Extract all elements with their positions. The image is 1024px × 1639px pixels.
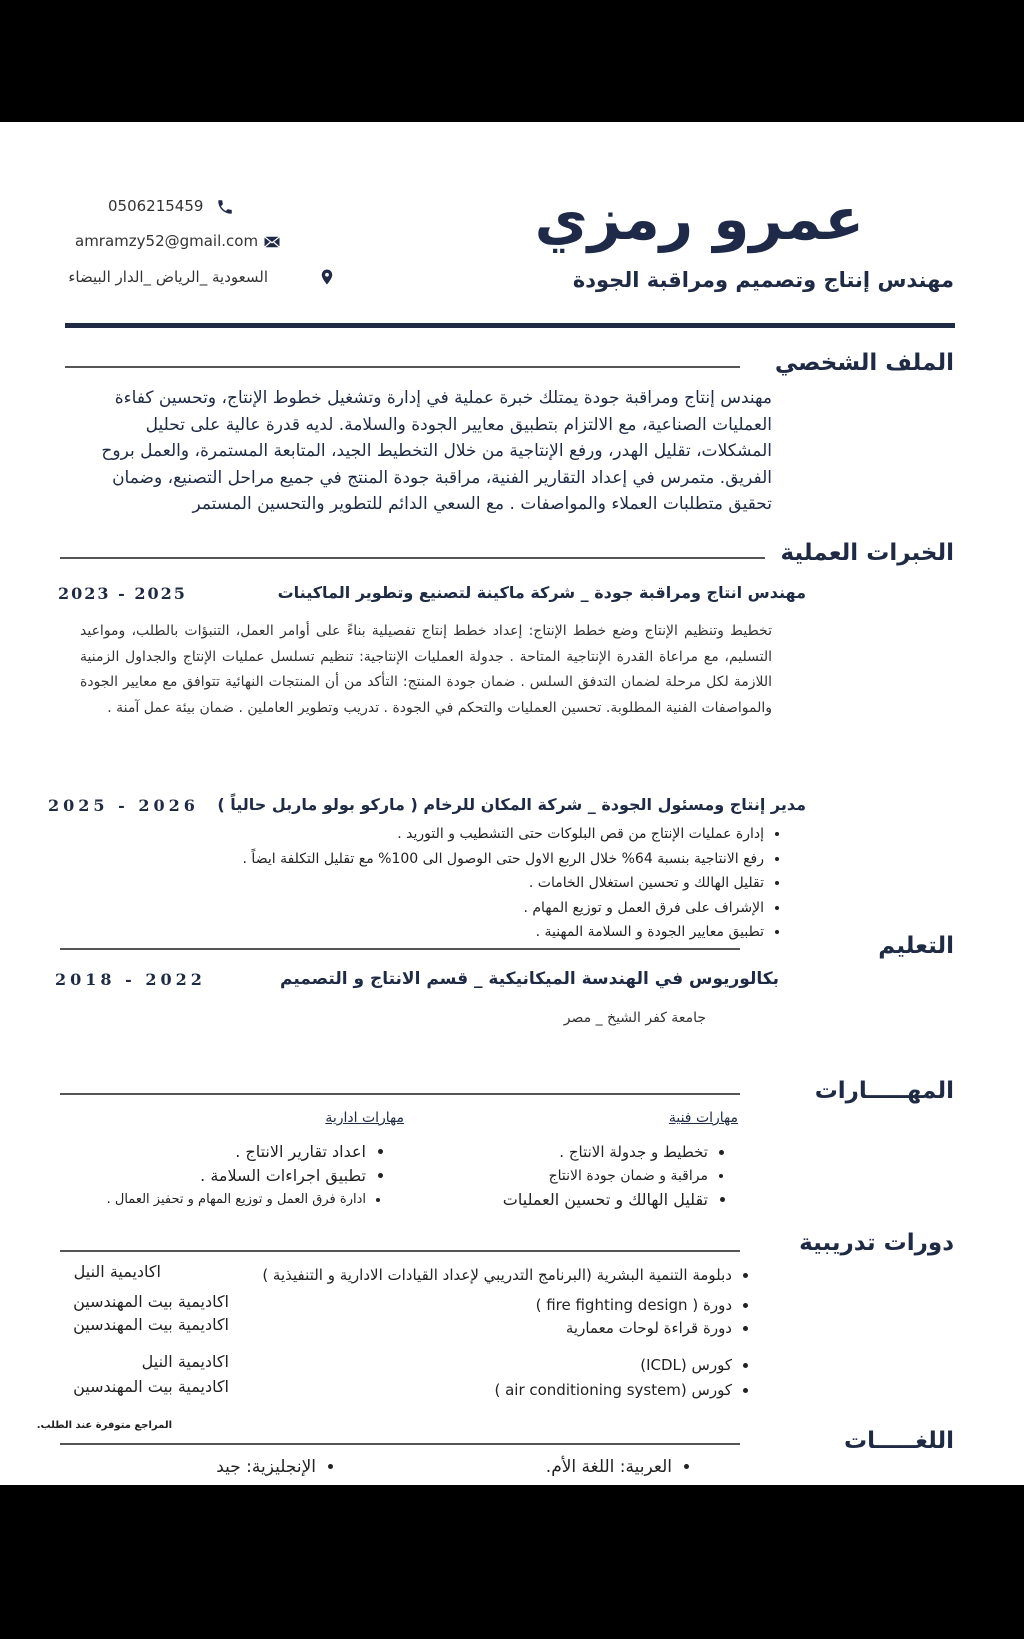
phone-icon xyxy=(216,198,234,216)
skills-heading: المهـــــارات xyxy=(814,1078,954,1104)
course-provider: اكاديمية بيت المهندسين xyxy=(73,1292,229,1311)
courses-heading: دورات تدريبية xyxy=(799,1230,954,1256)
job-title: مهندس انتاج ومراقبة جودة _ شركة ماكينة لتصنيع وتطوير الماكينات xyxy=(277,583,806,602)
list-item: • إدارة عمليات الإنتاج من قص البلوكات حتى التشطيب و التوريد . xyxy=(243,822,764,847)
envelope-icon xyxy=(263,233,281,251)
course-name: • دورة قراءة لوحات معمارية xyxy=(566,1316,732,1341)
list-item: • تقليل الهالك و تحسين استغلال الخامات . xyxy=(243,871,764,896)
job-dates: 2023 - 2025 xyxy=(58,584,187,603)
course-item xyxy=(262,1263,750,1288)
course-item xyxy=(494,1378,750,1403)
experience-heading: الخبرات العملية xyxy=(780,540,954,566)
course-item xyxy=(640,1353,750,1378)
job-dates: 2025 - 2026 xyxy=(48,796,199,815)
course-name: • كورس (ICDL) xyxy=(640,1353,732,1378)
languages-heading: اللغـــــات xyxy=(844,1428,954,1454)
course-name: • كورس (air conditioning system ) xyxy=(494,1378,732,1403)
location-text: السعودية _الرياض _الدار البيضاء xyxy=(68,268,268,286)
section-divider xyxy=(60,948,740,950)
section-divider xyxy=(65,366,740,368)
university: جامعة كفر الشيخ _ مصر xyxy=(563,1010,706,1026)
profile-text: مهندس إنتاج ومراقبة جودة يمتلك خبرة عملية في إدارة وتشغيل خطوط الإنتاج، وتحسين كفاءة العمليات الصناعية، مع الالتزام بتطبيق معايير الجودة والسلامة. لديه قدرة عالية على تحليل المشكلات، تقليل الهدر، ورفع الإنتاجية من خلال التخطيط الجيد، المتابعة المستمرة، والعمل بروح الفريق. متمرس في إعداد التقارير الفنية، مراقبة جودة المنتج في جميع مراحل التصنيع، وضمان تحقيق متطلبات العملاء والمواصفات . مع السعي الدائم للتطوير والتحسين المستمر xyxy=(101,388,772,514)
email-text: amramzy52@gmail.com xyxy=(75,232,259,250)
section-divider xyxy=(60,1443,740,1445)
header-divider xyxy=(65,323,955,328)
section-divider xyxy=(60,557,765,559)
references-note: المراجع متوفرة عند الطلب. xyxy=(36,1420,172,1431)
course-provider: اكاديمية النيل xyxy=(141,1352,229,1371)
language-item xyxy=(546,1455,690,1479)
technical-skills-list xyxy=(503,1140,726,1212)
education-heading: التعليم xyxy=(878,933,954,959)
list-item: • الإشراف على فرق العمل و توزيع المهام . xyxy=(243,896,764,921)
job-description: تخطيط وتنظيم الإنتاج وضع خطط الإنتاج: إعداد خطط إنتاج تفصيلية بناءً على أوامر العمل، التنبؤات بالطلب، ومواعيد التسليم، مع مراعاة القدرة الإنتاجية المتاحة . جدولة العمليات الإنتاجية: تنظيم تسلسل عمليات الإنتاج والجداول الزمنية اللازمة لكل مرحلة لضمان التدفق السلس . ضمان جودة المنتج: التأكد من أن المنتجات النهائية تتوافق مع معايير الجودة والمواصفات الفنية المطلوبة. تحسين العمليات والتحكم في الجودة . تدريب وتطوير العاملين . ضمان بيئة عمل آمنة . xyxy=(80,623,772,716)
candidate-title: مهندس إنتاج وتصميم ومراقبة الجودة xyxy=(572,268,954,292)
language-english: • الإنجليزية: جيد xyxy=(216,1455,316,1479)
technical-skills-label: مهارات فنية xyxy=(668,1110,738,1126)
list-item: • تطبيق معايير الجودة و السلامة المهنية . xyxy=(243,920,764,945)
course-item xyxy=(536,1293,750,1318)
list-item: • ادارة فرق العمل و توزيع المهام و تحفيز العمال . xyxy=(107,1188,366,1212)
language-item xyxy=(216,1455,334,1479)
list-item: • رفع الانتاجية بنسبة 64% خلال الربع الاول حتى الوصول الى 100% مع تقليل التكلفة ايضاً . xyxy=(243,847,764,872)
degree-title: بكالوريوس في الهندسة الميكانيكية _ قسم الانتاج و التصميم xyxy=(280,969,779,989)
list-item: • تخطيط و جدولة الانتاج . xyxy=(503,1140,708,1164)
management-skills-list xyxy=(107,1140,384,1212)
location-pin-icon xyxy=(318,268,336,286)
profile-heading: الملف الشخصي xyxy=(774,350,954,376)
course-provider: اكاديمية بيت المهندسين xyxy=(73,1377,229,1396)
management-skills-label: مهارات ادارية xyxy=(325,1110,404,1126)
section-divider xyxy=(60,1250,740,1252)
candidate-name: عمرو رمزي xyxy=(534,185,864,253)
course-name: • دبلومة التنمية البشرية (البرنامج التدريبي لإعداد القيادات الادارية و التنفيذية ) xyxy=(262,1263,732,1288)
list-item: • اعداد تقارير الانتاج . xyxy=(107,1140,366,1164)
list-item: • مراقبة و ضمان جودة الانتاج xyxy=(503,1164,708,1188)
education-dates: 2018 - 2022 xyxy=(55,970,206,989)
course-provider: اكاديمية بيت المهندسين xyxy=(73,1315,229,1334)
course-provider: اكاديمية النيل xyxy=(73,1262,161,1281)
course-item xyxy=(566,1316,750,1341)
section-divider xyxy=(60,1093,740,1095)
list-item: • تطبيق اجراءات السلامة . xyxy=(107,1164,366,1188)
language-arabic: • العربية: اللغة الأم. xyxy=(546,1455,672,1479)
list-item: • تقليل الهالك و تحسين العمليات xyxy=(503,1188,708,1212)
job-title: مدير إنتاج ومسئول الجودة _ شركة المكان للرخام ( ماركو بولو ماربل حالياً ) xyxy=(217,795,806,814)
course-name: • دورة ( fire fighting design ) xyxy=(536,1293,732,1318)
phone-text: 0506215459 xyxy=(108,197,204,215)
job-bullets xyxy=(243,822,782,945)
